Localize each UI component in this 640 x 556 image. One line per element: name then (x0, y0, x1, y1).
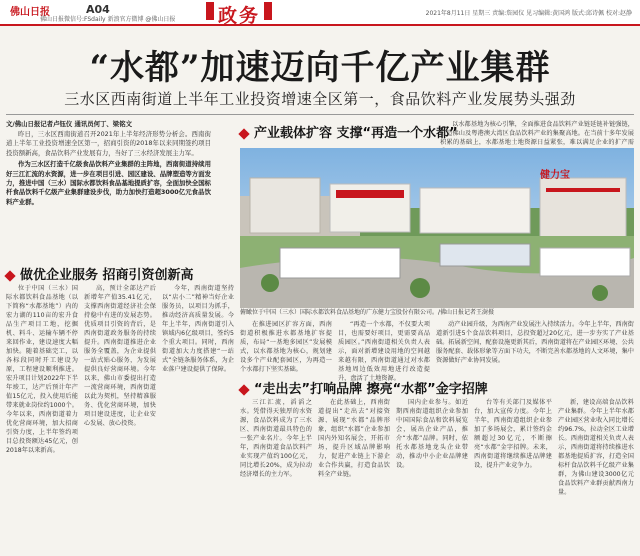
section-marker-left (206, 2, 214, 20)
diamond-icon (238, 384, 249, 395)
masthead-issue: A04 (86, 3, 110, 16)
page-headline: “水都”加速迈向千亿产业集群 (89, 48, 551, 88)
factory-illustration (240, 148, 634, 308)
right-mid-column-b: “再造一个水都，不仅要大项目，也需要好项目，更需要高品质园区。”西南街道相关负责人表示，面对新增建设用地的空间越来越有限，西南街道通过对水都基地周边低效用地进行改造提升，盘活了土地资源。 (338, 321, 430, 382)
page-subheadline: 三水区西南街道上半年工业投资增速全区第一，食品饮料产业发展势头强劲 (64, 90, 576, 108)
left-column-b: 高，预计全部达产后新增年产值35.41亿元，支撑西南街道经济社会保持稳中有进的发展态势。优质项目引资的背后，是西南街道政务服务的持续提升。西南街道推进企业服务全覆盖，为企业提供一站式贴心服务，为发展提供良好营商环境。今年以来，佛山市委提出打造一流营商环境，西南街道以此为契机，坚持精准服务、优化营商环境，加快项目建设进度，让企业安心发展、放心投资。 (84, 285, 156, 427)
masthead (0, 0, 640, 26)
section-heading-right-top-text: 产业载体扩容 支撑“再造一个水都” (254, 126, 458, 141)
left-column-a: 位于中国（三水）国际水都饮料食品基地（以下简称“水都基地”）内的宏力湖的110亩的宏升食品生产项目工地，挖掘机、料斗、运输车辆不停来回作业，建设速度大幅加快。随着基础完工，以各标段同时开工建设为原，工程建设顺利推进。宏升项目计划2022年下半年竣工，达产后预计年产值15亿元，投入使用后能带来就业岗位约1000个。今年以来，西南街道着力优化营商环境，加大招商引资力度，上半年签约项目总投资额达45亿元，创2018年以来新高。 (6, 285, 78, 454)
section-heading-left-text: 做优企业服务 招商引资创新高 (20, 268, 194, 283)
right-top-column-a: 以水都基地为核心引擎，全面推进食品饮料产业链延链补链强链，打造佛山及粤港澳大湾区食品饮料产业的集聚高地。在当前十多年发展积累的基础上，水都基地土地资源日益紧张，难以满足企业的扩产需 (440, 121, 634, 146)
diamond-icon (238, 128, 249, 139)
intro-paragraph-1: 昨日，三水区西南街道召开2021年上半年经济形势分析会。西南街道上半年工业投资增速全区第一，招商引资的2018年以来同期签约项目投资额新高，食品饮料产业发展有力，当好了三水经济发展主力军。 (6, 130, 211, 157)
factory-photo (240, 148, 634, 308)
bottom-column-e: 新，建设高端食品饮料产业集群。今年上半年水都产业园区营业收入同比增长约96.7%，拉动全区工业增长。西南街道相关负责人表示，西南街道将持续推进水都基地提质扩容，打造全国标杆食品饮料千亿级产业集群，为佛山建设3000亿元食品饮料产业群贡献西南力量。 (558, 399, 634, 496)
masthead-brand: 佛山日报 (10, 7, 50, 18)
bottom-column-a: 三江汇流，滔滔之水。凭借得天独厚的水资源，食品饮料成为了三水区、西南街道最具特色的一张产业名片。今年上半年，西南街道食品饮料产业实现产值约100亿元，同比增长20%，成为拉动经济增长的主力军。 (240, 399, 312, 478)
headline-divider (6, 114, 634, 115)
section-title: 政务 (218, 5, 261, 27)
dateline: 2021年8月11日 星期三 责编:詹园仪 见习编辑:黄国鸿 版式:邱诗佩 校对:赵静 (425, 10, 632, 17)
photo-caption: 俯瞰位于中国（三水）国际水都饮料食品基地的广东健力宝股份有限公司。/佛山日报记者王澍摄 (240, 309, 495, 316)
section-heading-right-bottom (240, 378, 488, 397)
intro-paragraph-2: 作为三水区打造千亿级食品饮料产业集群的主阵地，西南街道持续用好三江汇流的水资源，进一步在项目引进、园区建设、品牌塑造等方面发力，推进中国（三水）国际水都饮料食品基地提质扩容，全面加快全国标杆食品饮料千亿级产业集群建设步伐，助力加快打造超3000亿元食品饮料产业群。 (6, 160, 211, 206)
bottom-column-d: 台等有关部门及媒体平台，加大宣传力度。今年上半年，西南街道组织企业参加了多场展会，累计签约金额超过30亿元，不断擦亮“水都”金字招牌。未来，西南街道将继续推进品牌建设，提升产业竞争力。 (474, 399, 552, 469)
section-heading-left (6, 264, 194, 283)
section-marker-right (264, 2, 272, 20)
right-mid-column-a: 在推进园区扩容方面，西南街道积极推进水都基地扩容提质，布局“一基地多园区”发展模式，以水都基地为核心，规划建设多个产业配套园区，为再造一个水都打下坚实基础。 (240, 321, 332, 373)
diamond-icon (4, 270, 15, 281)
right-mid-column-c: 动产业园升级，为西南产业发展注入持续活力。今年上半年，西南街道新引进5个食品饮料项目，总投资超过20亿元，进一步夯实了产业基础。拓展新空间，配套设施更新其后，西南街道将在产业园区环境、公共服务配套、载体形象等方面下功夫，不断完善水都基地的人文环境，集中资源做好产业协同发展。 (436, 321, 634, 364)
section-heading-right-bottom-text: “走出去”打响品牌 擦亮“水都”金字招牌 (254, 382, 488, 397)
section-heading-right-top (240, 122, 458, 141)
bottom-column-c: 国内企业参与。如近期西南街道组织企业参加中国国际食品和饮料展览会，展出企业产品，推介“水都”品牌。同时，依托水都基地龙头企业带动，推动中小企业品牌建设。 (396, 399, 468, 469)
bottom-column-b: 在此基础上，西南街道提出“走出去”对接资源、展现“水都”品牌形象，组织“水都”企业参加国内外知名展会，开拓市场，提升区域品牌影响力，促进产业链上下游企业合作共赢，打造食品饮料全产业链。 (318, 399, 390, 478)
photo-sign-text: 健力宝 (540, 170, 570, 181)
left-column-c: 今年，西南街道坚持以“店小二”精神当好企业服务员，以项目为抓手，推动经济高质量发展。今年上半年，西南街道引入镇域内6亿级项目，签约5个重大项目。同时，西南街道加大力度搭建“一站式”全链条服务体系，为企业落户建设提供了保障。 (162, 285, 234, 373)
intro-block (6, 130, 211, 207)
byline: 文/佛山日报记者卢钰仪 通讯员何丁、梁铭文 (6, 120, 132, 128)
masthead-subline: 佛山日报微信号:FSdaily 新浪官方微博 @佛山日报 (40, 16, 176, 23)
